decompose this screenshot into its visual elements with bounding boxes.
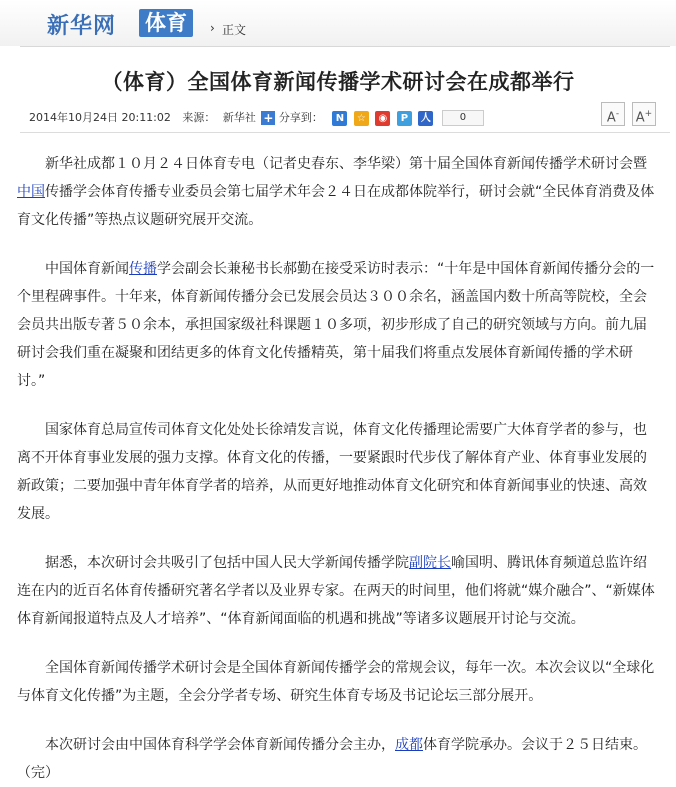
share-star-icon[interactable]: ☆ [354, 111, 369, 126]
paragraph-text: 体育学院承办。会议于２５日结束。（完） [17, 737, 647, 781]
share-weibo-icon[interactable]: ◉ [375, 111, 390, 126]
font-smaller-button[interactable]: A- [601, 102, 625, 126]
link-zhongguo[interactable]: 中国 [17, 184, 45, 200]
paragraph-text: 喻国明、腾讯体育频道总监许绍连在内的近百名体育传播研究著名学者以及业界专家。在两天的时间里，他们将就“媒介融合”、“新媒体体育新闻报道特点及人才培养”、“体育新闻面临的机遇和挑战”等诸多议题展开讨论与交流。 [17, 555, 655, 627]
article-title: （体育）全国体育新闻传播学术研讨会在成都举行 [101, 70, 575, 94]
share-n-icon[interactable]: N [332, 111, 347, 126]
link-fuyuanzhang[interactable]: 副院长 [409, 555, 451, 571]
share-p-icon[interactable]: P [397, 111, 412, 126]
paragraph-3: 国家体育总局宣传司体育文化处处长徐靖发言说，体育文化传播理论需要广大体育学者的参与，也离不开体育事业发展的强力支撑。体育文化的传播，一要紧跟时代步伐了解体育产业、体育事业发展的新政策；二要加强中青年体育学者的培养，从而更好地推动体育文化研究和体育新闻事业的快速、高效发展。 [17, 422, 647, 522]
publish-datetime: 2014年10月24日 20:11:02 [29, 111, 171, 124]
channel-badge[interactable]: 体育 [139, 9, 193, 37]
paragraph-text: 本次研讨会由中国体育科学学会体育新闻传播分会主办， [45, 737, 395, 753]
paragraph-text: 学会副会长兼秘书长郝勤在接受采访时表示：“十年是中国体育新闻传播分会的一个里程碑事件。十年来，体育新闻传播分会已发展会员达３００余名，涵盖国内数十所高等院校，全会会员共出版专著５０余本，承担国家级社科课题１０多项，初步形成了自己的研究领域与方向。前九届研讨会我们重在凝聚和团结更多的体育文化传播精英，第十届我们将重点发展体育新闻传播的学术研讨。” [17, 261, 655, 389]
share-icons [332, 110, 436, 126]
meta-divider [20, 132, 670, 133]
plus-icon[interactable]: + [263, 111, 274, 125]
paragraph-text: 据悉，本次研讨会共吸引了包括中国人民大学新闻传播学院 [45, 555, 409, 571]
link-chuanbo[interactable]: 传播 [129, 261, 157, 277]
paragraph-text: 传播学会体育传播专业委员会第七届学术年会２４日在成都体院举行，研讨会就“全民体育消费及体育文化传播”等热点议题研究展开交流。 [17, 184, 655, 228]
link-chengdu[interactable]: 成都 [395, 737, 423, 753]
font-larger-button[interactable]: A+ [632, 102, 656, 126]
source-label: 来源： [182, 111, 216, 124]
share-count: 0 [442, 110, 484, 126]
share-label: 分享到： [278, 111, 323, 124]
article-meta [29, 110, 484, 126]
paragraph-4 [17, 549, 655, 633]
paragraph-2 [17, 255, 655, 395]
font-smaller-label: A [606, 110, 616, 126]
breadcrumb-arrow-icon: › [210, 21, 215, 35]
source-name: 新华社 [222, 111, 256, 124]
paragraph-text: 中国体育新闻 [45, 261, 129, 277]
paragraph-1 [17, 150, 655, 234]
article-body [17, 150, 655, 787]
site-logo[interactable]: 新华网 [47, 14, 117, 39]
paragraph-text: 新华社成都１０月２４日体育专电（记者史春东、李华梁）第十届全国体育新闻传播学术研讨会暨 [45, 156, 647, 172]
share-renren-icon[interactable]: 人 [418, 111, 433, 126]
site-header [0, 0, 676, 46]
paragraph-6 [17, 731, 655, 787]
header-divider [20, 46, 670, 47]
paragraph-5: 全国体育新闻传播学术研讨会是全国体育新闻传播学会的常规会议，每年一次。本次会议以“全球化与体育文化传播”为主题，全会分学者专场、研究生体育专场及书记论坛三部分展开。 [17, 660, 655, 704]
font-larger-label: A [635, 110, 645, 126]
breadcrumb: 正文 [222, 23, 247, 37]
